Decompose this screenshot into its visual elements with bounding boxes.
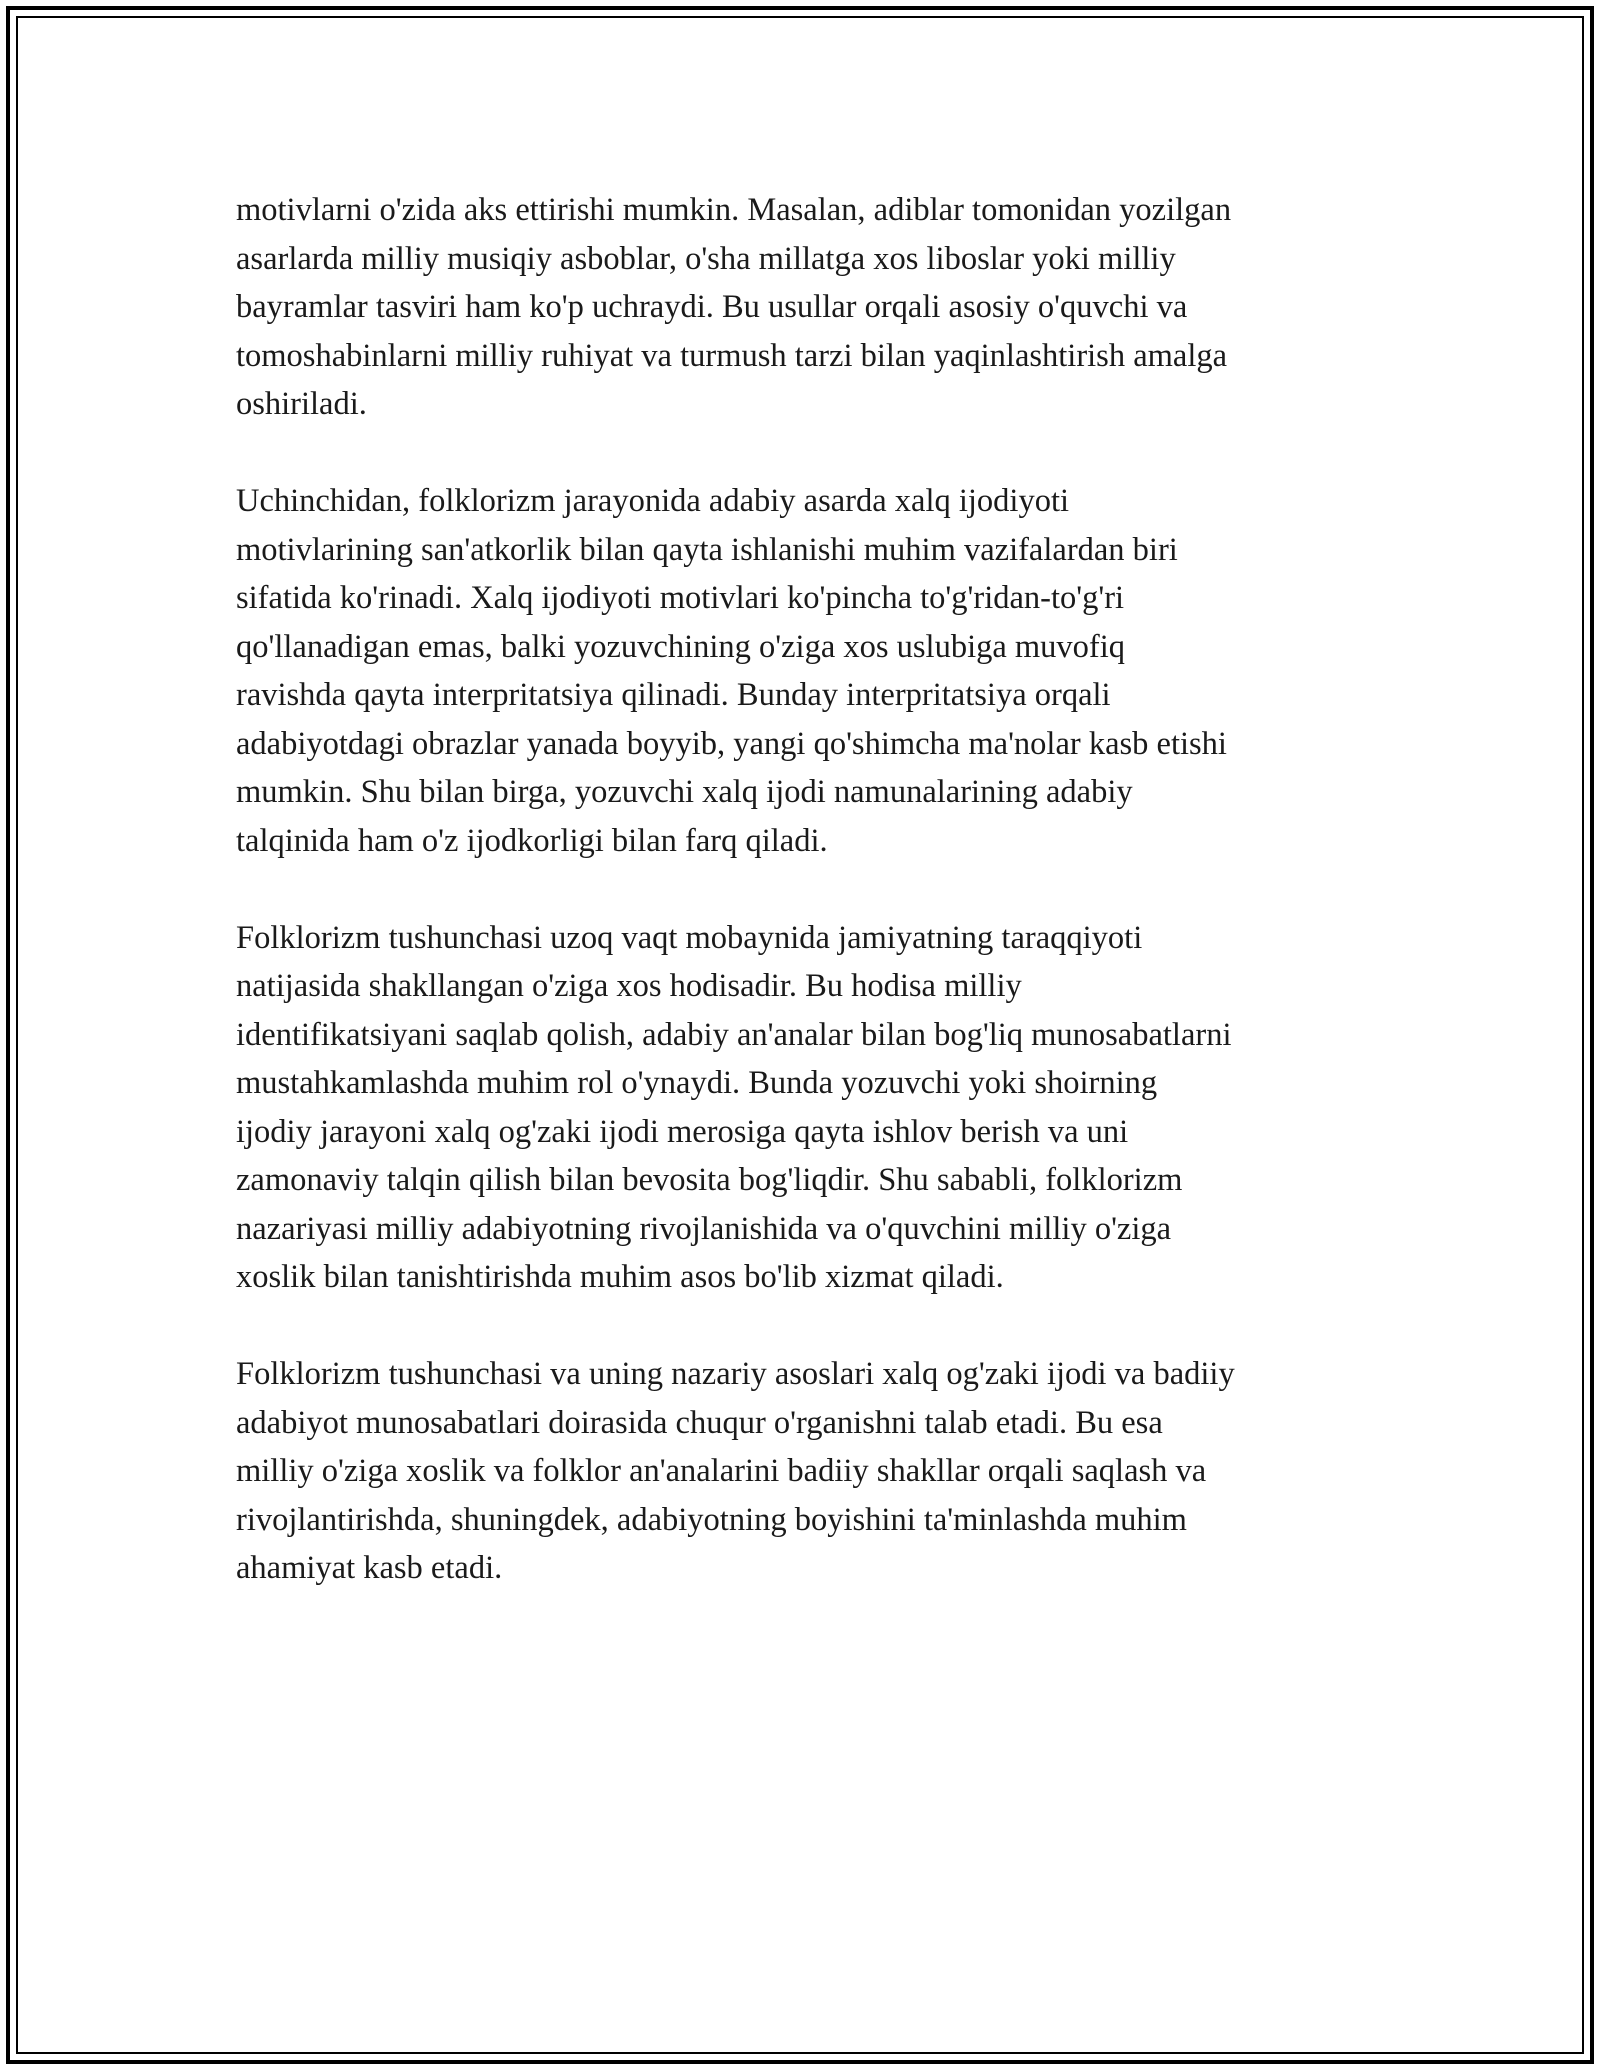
text-line: bayramlar tasviri ham ko'p uchraydi. Bu usullar orqali asosiy o'quvchi va — [236, 289, 1188, 325]
text-line: mumkin. Shu bilan birga, yozuvchi xalq ijodi namunalarining adabiy — [236, 774, 1133, 810]
text-line: zamonaviy talqin qilish bilan bevosita bog'liqdir. Shu sababli, folklorizm — [236, 1162, 1183, 1198]
text-line: Uchinchidan, folklorizm jarayonida adabiy asarda xalq ijodiyoti — [236, 483, 1070, 519]
text-line: tomoshabinlarni milliy ruhiyat va turmush tarzi bilan yaqinlashtirish amalga — [236, 337, 1228, 374]
text-line: talqinida ham o'z ijodkorligi bilan farq qiladi. — [236, 822, 828, 859]
paragraph-3 — [236, 914, 1376, 1302]
text-line: nazariyasi milliy adabiyotning rivojlanishida va o'quvchini milliy o'ziga — [236, 1210, 1172, 1247]
text-line: ahamiyat kasb etadi. — [236, 1550, 503, 1586]
text-line: ravishda qayta interpritatsiya qilinadi. Bunday interpritatsiya orqali — [236, 677, 1111, 713]
text-line: adabiyotdagi obrazlar yanada boyyib, yangi qo'shimcha ma'nolar kasb etishi — [236, 725, 1227, 762]
document-body — [236, 186, 1376, 1641]
text-line: natijasida shakllangan o'ziga xos hodisadir. Bu hodisa milliy — [236, 968, 1022, 1004]
text-line: oshiriladi. — [236, 386, 367, 422]
text-line: identifikatsiyani saqlab qolish, adabiy an'analar bilan bog'liq munosabatlarni — [236, 1016, 1232, 1053]
text-line: Folklorizm tushunchasi va uning nazariy asoslari xalq og'zaki ijodi va badiiy — [236, 1356, 1235, 1392]
text-line: asarlarda milliy musiqiy asboblar, o'sha millatga xos liboslar yoki milliy — [236, 240, 1176, 277]
text-line: qo'llanadigan emas, balki yozuvchining o'ziga xos uslubiga muvofiq — [236, 628, 1126, 665]
text-line: rivojlantirishda, shuningdek, adabiyotning boyishini ta'minlashda muhim — [236, 1501, 1187, 1538]
text-line: xoslik bilan tanishtirishda muhim asos bo'lib xizmat qiladi. — [236, 1259, 1004, 1295]
text-line: motivlarining san'atkorlik bilan qayta ishlanishi muhim vazifalardan biri — [236, 531, 1178, 568]
text-line: ijodiy jarayoni xalq og'zaki ijodi merosiga qayta ishlov berish va uni — [236, 1113, 1129, 1150]
text-line: sifatida ko'rinadi. Xalq ijodiyoti motivlari ko'pincha to'g'ridan-to'g'ri — [236, 580, 1125, 616]
paragraph-2 — [236, 477, 1376, 865]
text-line: motivlarni o'zida aks ettirishi mumkin. Masalan, adiblar tomonidan yozilgan — [236, 192, 1232, 228]
paragraph-4 — [236, 1350, 1376, 1593]
text-line: adabiyot munosabatlari doirasida chuqur o'rganishni talab etadi. Bu esa — [236, 1404, 1163, 1441]
text-line: mustahkamlashda muhim rol o'ynaydi. Bunda yozuvchi yoki shoirning — [236, 1065, 1158, 1101]
text-line: milliy o'ziga xoslik va folklor an'analarini badiiy shakllar orqali saqlash va — [236, 1453, 1207, 1489]
paragraph-1 — [236, 186, 1376, 429]
text-line: Folklorizm tushunchasi uzoq vaqt mobaynida jamiyatning taraqqiyoti — [236, 919, 1143, 956]
